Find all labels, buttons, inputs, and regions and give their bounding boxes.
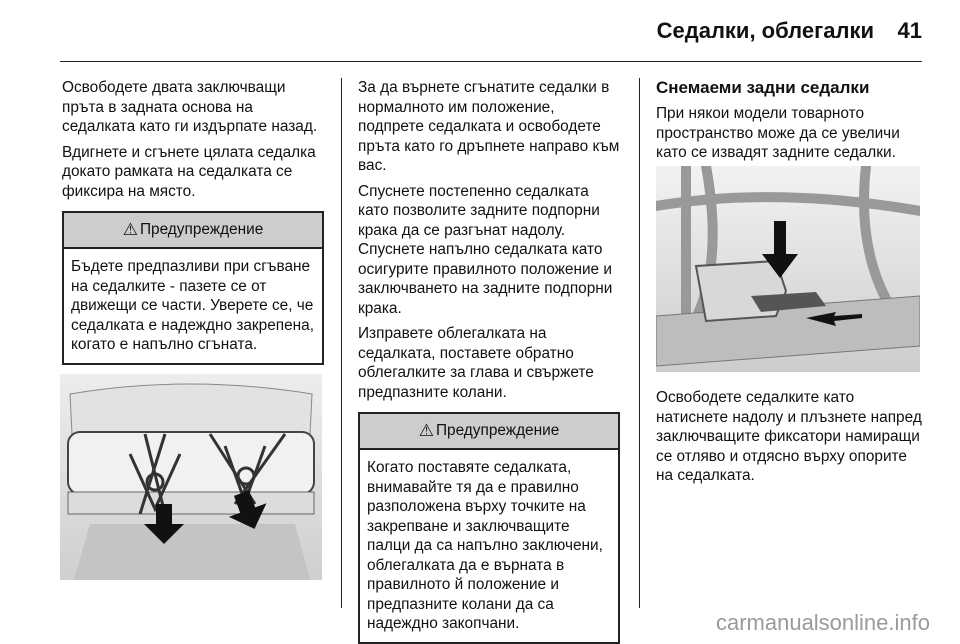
warning-title: Предупреждение — [435, 422, 560, 440]
warning-box — [358, 412, 620, 644]
paragraph: Спуснете постепенно седалката като позволите задните подпорни крака да се разгънат надолу. Спуснете напълно седалката като осигурите правилното положение и заключването на задните подпорни крака. — [358, 182, 613, 317]
folded-seat-illustration — [60, 374, 322, 580]
paragraph: За да върнете сгънатите седалки в нормалното им положение, подпрете седалката и освободете пръта като го дръпнете направо към вас. — [358, 79, 620, 174]
section-title: Снемаеми задни седалки — [656, 78, 870, 97]
warning-triangle-icon: ⚠ — [122, 220, 138, 240]
header-title: Седалки, облегалки — [656, 18, 874, 43]
column-2 — [358, 78, 620, 644]
paragraph: Освободете двата заключващи пръта в задната основа на седалката като ги издърпате назад. — [62, 79, 318, 135]
warning-box — [62, 211, 324, 365]
column-divider-2 — [639, 78, 640, 608]
column-3 — [656, 78, 924, 169]
column-divider-1 — [341, 78, 342, 608]
paragraph: Вдигнете и сгънете цялата седалка докато рамката на седалката се фиксира на място. — [62, 143, 316, 200]
column-1 — [62, 78, 324, 365]
warning-header — [64, 213, 322, 249]
header-rule — [60, 61, 922, 62]
seat-latch-illustration — [656, 166, 920, 372]
warning-body: Бъдете предпазливи при сгъване на седалките - пазете се от движещи се части. Уверете се, че седалката е надеждно закрепена, когато е напълно сгъната. — [71, 258, 315, 353]
warning-title: Предупреждение — [139, 221, 264, 239]
paragraph: Освободете седалките като натиснете надолу и плъзнете напред заключващите фиксатори намиращи се отляво и отдясно върху опорите на седалката. — [656, 389, 922, 484]
paragraph: При някои модели товарното пространство може да се увеличи като се извадят задните седалки. — [656, 105, 900, 161]
paragraph: Изправете облегалката на седалката, поставете обратно облегалките за глава и свържете предпазните колани. — [358, 325, 594, 401]
page-number: 41 — [897, 18, 922, 43]
warning-header — [360, 414, 618, 450]
warning-triangle-icon: ⚠ — [418, 421, 434, 441]
watermark: carmanualsonline.info — [715, 610, 930, 635]
warning-body: Когато поставяте седалката, внимавайте тя да е правилно разположена върху точките на закрепване и заключващите палци да са напълно заключени, облегалката да е върната в правилното й положение и предпазните колани да са надеждно закопчани. — [367, 459, 603, 632]
